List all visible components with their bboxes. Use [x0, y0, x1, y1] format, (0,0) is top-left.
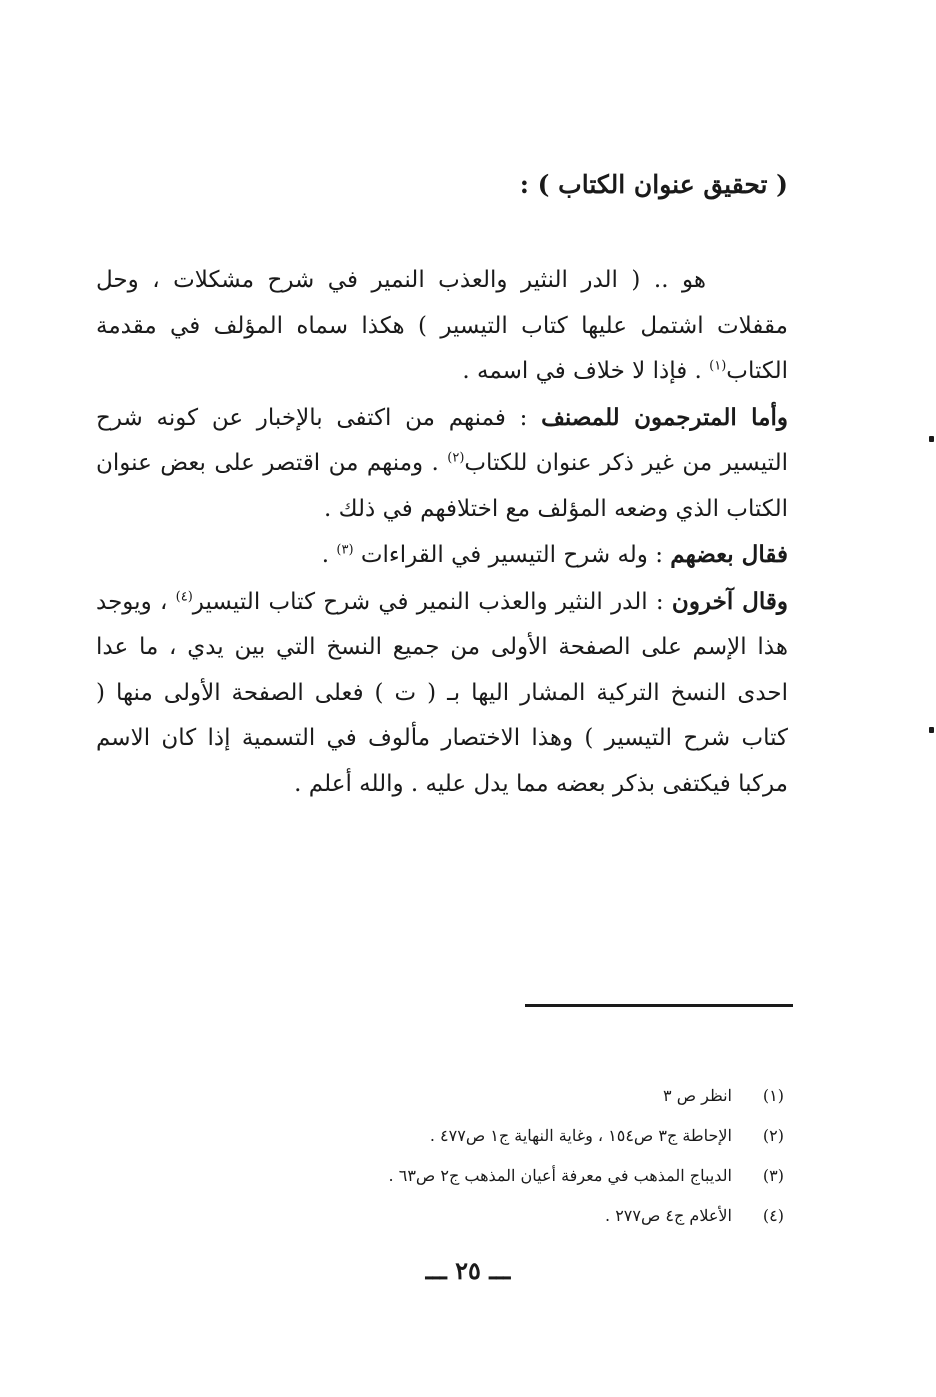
footnote-ref-2: (٢): [447, 450, 465, 466]
footnote-item: [389, 1116, 784, 1156]
paragraph-biographers: وأما المترجمون للمصنف : فمنهم من اكتفى بالإخبار عن كونه شرح التيسير من غير ذكر عنوان للكتاب$^{(٢)}$ . ومنهم من اقتصر على بعض عنوان الكتاب الذي وضعه المؤلف مع اختلافهم في ذلك .: [96, 403, 789, 522]
lead-phrase: فقال بعضهم: [670, 541, 788, 568]
footnote-number: (١): [762, 1086, 784, 1105]
footnotes: [389, 1076, 784, 1236]
footnote-text: الديباج المذهب في معرفة أعيان المذهب ج٢ ص٦٣ .: [388, 1166, 732, 1185]
paragraph-title-statement: هو .. ( الدر النثير والعذب النمير في شرح مشكلات ، وحل مقفلات اشتمل عليها كتاب التيسير ) هكذا سماه المؤلف في مقدمة الكتاب$^{(١)}$ . فإذا لا خلاف في اسمه .: [96, 267, 788, 384]
body-text: [96, 258, 788, 807]
footnote-number: (٢): [762, 1126, 784, 1145]
footnote-ref-4: (٤): [175, 588, 193, 604]
scan-edge-mark: [929, 727, 934, 733]
paragraph-some-said: فقال بعضهم : وله شرح التيسير في القراءات $^{(٣)}$ .: [321, 541, 788, 568]
footnote-text: الإحاطة ج٣ ص١٥٤ ، وغاية النهاية ج١ ص٤٧٧ .: [429, 1126, 732, 1145]
paragraph-others-said: وقال آخرون : الدر النثير والعذب النمير في شرح كتاب التيسير$^{(٤)}$ ، ويوجد هذا الإسم على الصفحة الأولى من جميع النسخ التي بين يدي ، ما عدا احدى النسخ التركية المشار اليها بـ ( ت ) فعلى الصفحة الأولى منها ( كتاب شرح التيسير ) وهذا الاختصار مألوف في التسمية إذا كان الاسم مركبا فيكتفى بذكر بعضه مما يدل عليه . والله أعلم .: [96, 587, 789, 797]
section-heading: ( تحقيق عنوان الكتاب ) :: [519, 170, 788, 199]
footnote-number: (٣): [762, 1166, 784, 1185]
page-number: ـــ ٢٥ ـــ: [425, 1256, 511, 1285]
footnote-text: انظر ص ٣: [663, 1086, 732, 1105]
footnote-text: الأعلام ج٤ ص٢٧٧ .: [605, 1206, 732, 1225]
footnote-ref-3: (٣): [336, 542, 354, 558]
footnote-item: [389, 1156, 784, 1196]
footnote-ref-1: (١): [709, 358, 727, 374]
footnote-item: [389, 1196, 784, 1236]
lead-phrase: وأما المترجمون للمصنف: [541, 403, 788, 431]
lead-phrase: وقال آخرون: [671, 587, 788, 615]
scan-edge-mark: [929, 436, 934, 442]
footnote-number: (٤): [762, 1206, 784, 1225]
footnote-separator: [525, 1004, 793, 1007]
footnote-item: [389, 1076, 784, 1116]
